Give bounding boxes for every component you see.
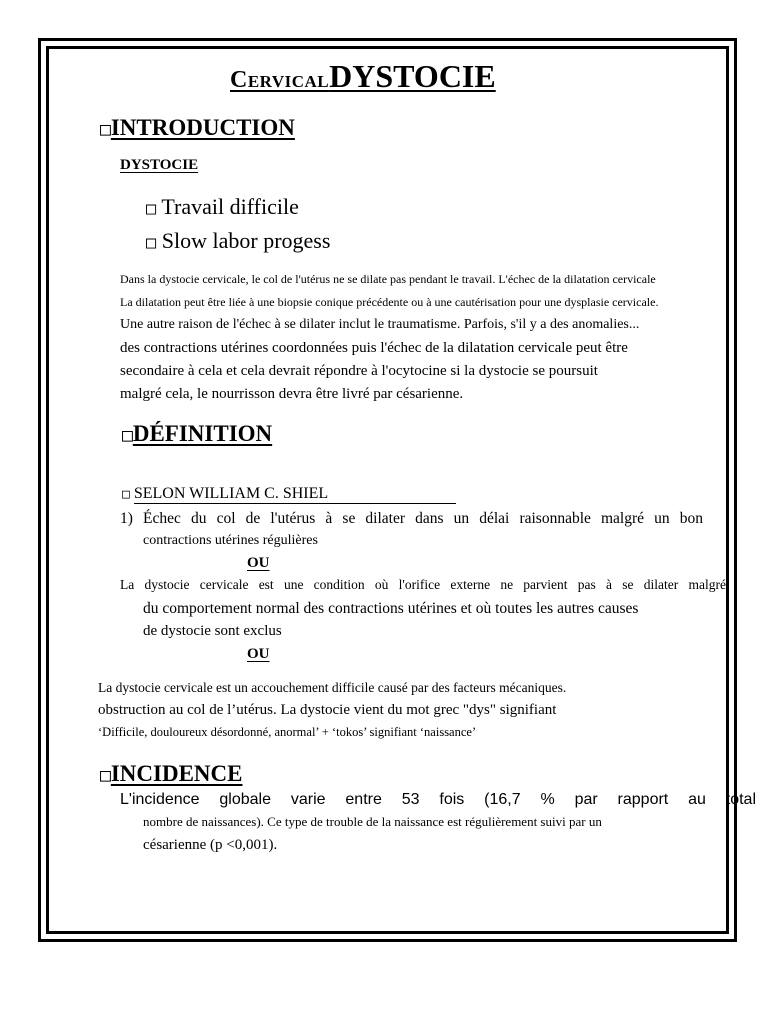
incidence-heading-text: INCIDENCE bbox=[110, 761, 243, 786]
definition-paragraph-line: La dystocie cervicale est une condition où l'orifice externe ne parvient pas à se dilater malgré bbox=[120, 577, 726, 592]
document-title bbox=[230, 60, 496, 92]
intro-paragraph-line: des contractions utérines coordonnées puis l'échec de la dilatation cervicale peut être bbox=[120, 340, 628, 356]
incidence-paragraph-line: nombre de naissances). Ce type de trouble de la naissance est régulièrement suivi par un bbox=[143, 814, 602, 829]
intro-paragraph-line: Une autre raison de l'échec à se dilater inclut le traumatisme. Parfois, s'il y a des anomalies... bbox=[120, 317, 640, 332]
definition-paragraph-line: ‘Difficile, douloureux désordonné, anormal’ + ‘tokos’ signifiant ‘naissance’ bbox=[98, 725, 477, 739]
box-bullet-icon: □ bbox=[122, 425, 133, 446]
definition-source bbox=[122, 486, 456, 504]
box-bullet-icon: □ bbox=[146, 199, 157, 219]
or-separator: OU bbox=[247, 646, 270, 662]
dystocie-subheading: DYSTOCIE bbox=[120, 157, 199, 173]
list-item bbox=[146, 196, 299, 218]
list-item-text: Travail difficile bbox=[161, 194, 299, 219]
title-part-2: DYSTOCIE bbox=[329, 58, 496, 94]
definition-heading bbox=[122, 422, 272, 445]
definition-item-line: 1) Échec du col de l'utérus à se dilater dans un délai raisonnable malgré un bon bbox=[120, 510, 703, 527]
definition-paragraph-line: La dystocie cervicale est un accouchement difficile causé par des facteurs mécaniques. bbox=[98, 680, 567, 695]
title-part-1: Cervical bbox=[230, 67, 330, 93]
box-bullet-icon: □ bbox=[100, 119, 111, 140]
box-bullet-icon: □ bbox=[146, 233, 157, 253]
definition-paragraph-line: du comportement normal des contractions utérines et où toutes les autres causes bbox=[143, 600, 639, 617]
intro-paragraph-line: malgré cela, le nourrisson devra être livré par césarienne. bbox=[120, 386, 464, 402]
incidence-paragraph-line: césarienne (p <0,001). bbox=[143, 837, 278, 853]
definition-heading-text: DÉFINITION bbox=[132, 421, 273, 446]
definition-paragraph-line: de dystocie sont exclus bbox=[143, 623, 282, 639]
introduction-heading bbox=[100, 116, 295, 139]
definition-item-line: contractions utérines régulières bbox=[143, 533, 318, 548]
introduction-heading-text: INTRODUCTION bbox=[110, 115, 295, 140]
list-item-text: Slow labor progess bbox=[161, 228, 331, 253]
incidence-paragraph-line: L'incidence globale varie entre 53 fois (16,7 % par rapport au total bbox=[120, 791, 756, 808]
intro-paragraph-line: Dans la dystocie cervicale, le col de l'utérus ne se dilate pas pendant le travail. L'échec de la dilatation cervicale bbox=[120, 272, 656, 286]
box-bullet-icon: □ bbox=[122, 487, 130, 502]
definition-paragraph-line: obstruction au col de l’utérus. La dystocie vient du mot grec "dys" signifiant bbox=[98, 702, 557, 718]
intro-paragraph-line: La dilatation peut être liée à une biopsie conique précédente ou à une cautérisation pour une dysplasie cervicale. bbox=[120, 295, 659, 309]
box-bullet-icon: □ bbox=[100, 765, 111, 786]
definition-source-text: SELON WILLIAM C. SHIEL bbox=[134, 486, 456, 504]
intro-paragraph-line: secondaire à cela et cela devrait répondre à l'ocytocine si la dystocie se poursuit bbox=[120, 363, 598, 379]
incidence-heading bbox=[100, 762, 242, 785]
or-separator: OU bbox=[247, 555, 270, 571]
list-item bbox=[146, 230, 330, 252]
